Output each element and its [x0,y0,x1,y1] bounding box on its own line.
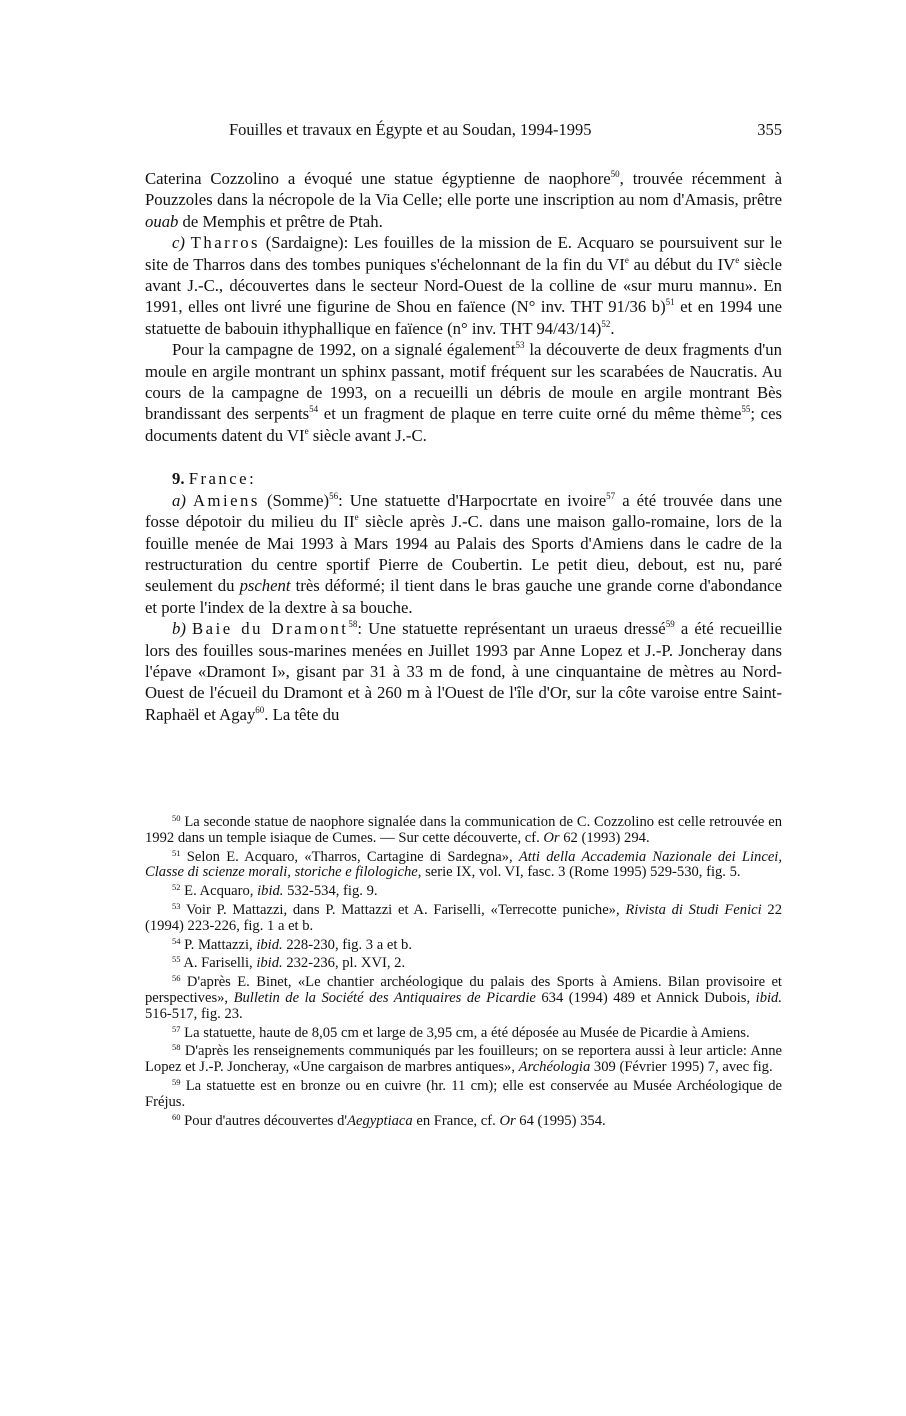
page-number: 355 [757,120,782,139]
footnote-ref-56: 56 [329,490,339,501]
footnote-57: $^{57}$ La statuette, haute de 8,05 cm et large de 3,95 cm, a été déposée au Musée de Picardie à Amiens. [172,1023,750,1041]
footnote-ref-50: 50 [610,169,620,179]
footnote-ref-51: 51 [665,297,675,308]
footnote-ref-57: 57 [606,490,616,501]
place-name: Amiens [192,490,260,510]
footnote-59: $^{59}$ La statuette est en bronze ou en cuivre (hr. 11 cm); elle est conservée au Musée Archéologique de Fréjus. [145,1076,782,1110]
section-title: France: [188,469,257,489]
paragraph-tharros: c) Tharros (Sardaigne): Les fouilles de la mission de E. Acquaro se poursuivent sur le site de Tharros dans des tombes puniques s'échelonnant de la fin du VIe au début du IVe siècle avant J.-C., découvertes dans le secteur Nord-Ouest de la colline de «sur muru mannu». En 1991, elles ont livré une figurine de Shou en faïence (N° inv. THT 91/36 b)$^{51}$ et en 1994 une statuette de babouin ithyphallique en faïence (n° inv. THT 94/43/14)$^{52}$. [145,233,782,338]
paragraph-naophore: Caterina Cozzolino a évoqué une statue égyptienne de naophore$^{50}$, trouvée récemment à Pouzzoles dans la nécropole de la Via Celle; elle porte une inscription au nom d'Amasis, prêtre ouab de Memphis et prêtre de Ptah. [145,169,782,231]
item-label: a) [172,490,186,510]
footnote-ref-59: 59 [665,619,675,630]
section-number: 9. [172,469,185,489]
item-label: b) [172,619,186,639]
footnote-55: $^{55}$ A. Fariselli, ibid. 232-236, pl. XVI, 2. [172,954,406,972]
item-label: c) [172,233,185,253]
footnote-50: $^{50}$ La seconde statue de naophore signalée dans la communication de C. Cozzolino est celle retrouvée en 1992 dans un temple isiaque de Cumes. — Sur cette découverte, cf. Or 62 (1993) 294. [145,813,782,846]
footnote-ref-52: 52 [601,318,611,329]
footnote-56: $^{56}$ D'après E. Binet, «Le chantier archéologique du palais des Sports à Amiens. Bilan provisoire et perspectives», Bulletin de la Société des Antiquaires de Picardie 634 (1994) 489 et Annick Dubois, ibid. 516-517, fig. 23. [145,973,782,1022]
footnote-ref-53: 53 [515,340,525,351]
paragraph-amiens: a) Amiens (Somme)$^{56}$: Une statuette d'Harpocrtate en ivoire$^{57}$ a été trouvée dans une fosse dépotoir du milieu du IIe siècle après J.-C. dans une maison gallo-romaine, lors de la fouille menée de Mai 1993 à Mars 1994 au Palais des Sports d'Amiens dans le cadre de la restructuration du centre sportif Pierre de Coubertin. Le petit dieu, debout, est nu, paré seulement du pschent très déformé; il tient dans le bras gauche une grande corne d'abondance et porte l'index de la dextre à sa bouche. [145,490,783,617]
footnote-53: $^{53}$ Voir P. Mattazzi, dans P. Mattazzi et A. Fariselli, «Terrecotte puniche», Rivista di Studi Fenici 22 (1994) 223-226, fig. 1 a et b. [145,900,782,934]
body-text [145,168,782,725]
footnote-ref-60: 60 [255,704,265,715]
footnote-ref-55: 55 [741,404,751,415]
footnote-54: $^{54}$ P. Mattazzi, ibid. 228-230, fig. 3 a et b. [172,935,412,953]
footnote-60: $^{60}$ Pour d'autres découvertes d'Aegyptiaca en France, cf. Or 64 (1995) 354. [172,1111,606,1129]
footnote-52: $^{52}$ E. Acquaro, ibid. 532-534, fig. 9. [172,882,378,900]
place-name: Tharros [190,233,261,253]
footnote-51: $^{51}$ Selon E. Acquaro, «Tharros, Cartagine di Sardegna», Atti della Accademia Nazionale dei Lincei, Classe di scienze morali, storiche e filologiche, serie IX, vol. VI, fasc. 3 (Rome 1995) 529-530, fig. 5. [145,847,782,881]
section-heading [145,468,782,489]
paragraph-campagne-1992: Pour la campagne de 1992, on a signalé également$^{53}$ la découverte de deux fragments d'un moule en argile montrant un sphinx passant, motif fréquent sur les scarabées de Naucratis. Au cours de la campagne de 1993, on a recueilli un débris de moule en argile montrant Bès brandissant des serpents$^{54}$ et un fragment de plaque en terre cuite orné du même thème$^{55}$; ces documents datent du VIe siècle avant J.-C. [145,340,782,445]
footnote-ref-54: 54 [309,404,319,415]
footnotes [145,815,782,1132]
running-head-title: Fouilles et travaux en Égypte et au Soudan, 1994-1995 [229,120,592,139]
place-name: Baie du Dramont [192,619,349,639]
footnote-58: $^{58}$ D'après les renseignements communiqués par les fouilleurs; on se reportera aussi à leur article: Anne Lopez et J.-P. Joncheray, «Une cargaison de marbres antiques», Archéologia 309 (Février 1995) 7, avec fig. [145,1042,783,1076]
paragraph-dramont: b) Baie du Dramont$^{58}$: Une statuette représentant un uraeus dressé$^{59}$ a été recueillie lors des fouilles sous-marines menées en Juillet 1993 par Anne Lopez et J.-P. Joncheray dans l'épave «Dramont I», gisant par 31 à 33 m de fond, à une cinquantaine de mètres au Nord-Ouest de l'écueil du Dramont et à 260 m à l'Ouest de l'île d'Or, sur la côte varoise entre Saint-Raphaël et Agay$^{60}$. La tête du [145,619,782,724]
footnote-ref-58: 58 [348,619,358,630]
